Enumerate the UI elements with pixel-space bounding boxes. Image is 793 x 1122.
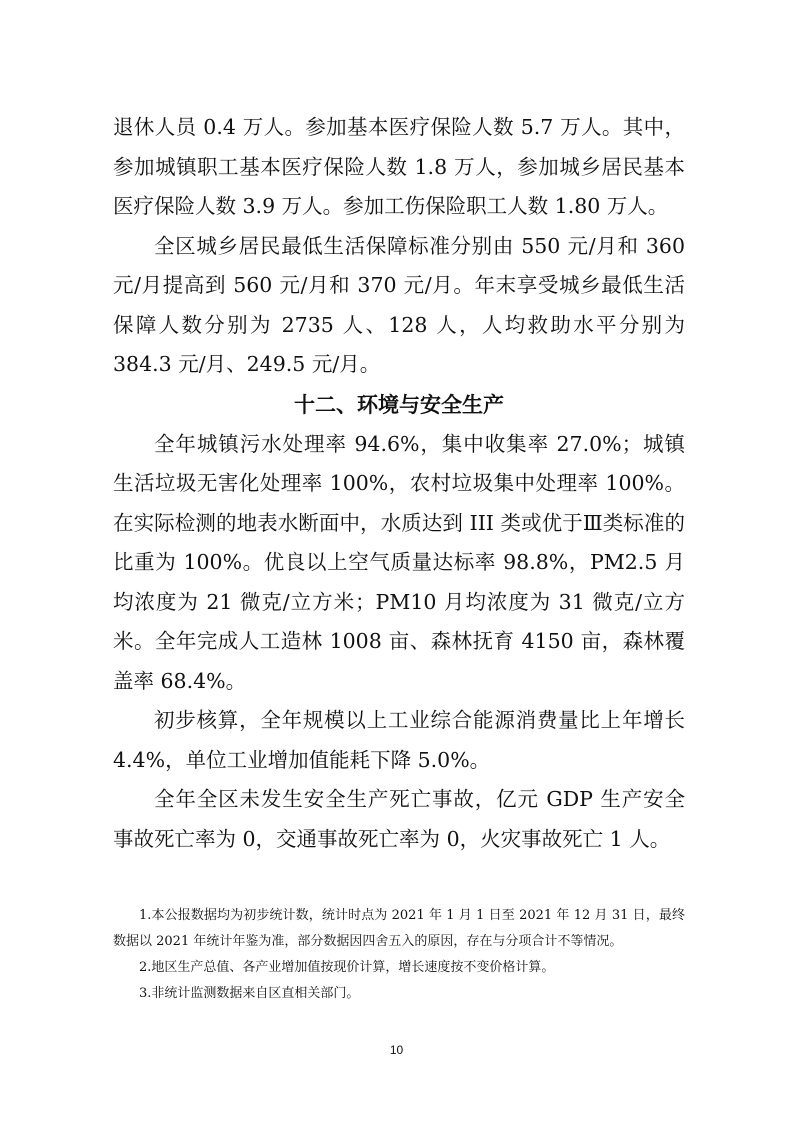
paragraph-insurance: 退休人员 0.4 万人。参加基本医疗保险人数 5.7 万人。其中，参加城镇职工基本医疗保险人数 1.8 万人，参加城乡居民基本医疗保险人数 3.9 万人。参加工伤保险职工人数 1.80 万人。 <box>113 115 685 218</box>
paragraph-min-living: 全区城乡居民最低生活保障标准分别由 550 元/月和 360 元/月提高到 560 元/月和 370 元/月。年末享受城乡最低生活保障人数分别为 2735 人、128 人，人均救助水平分别为 384.3 元/月、249.5 元/月。 <box>113 233 685 376</box>
document-body <box>113 108 685 859</box>
paragraph-energy: 初步核算，全年规模以上工业综合能源消费量比上年增长 4.4%，单位工业增加值能耗下降 5.0%。 <box>113 708 685 772</box>
footnote-3: 3.非统计监测数据来自区直相关部门。 <box>139 986 360 1001</box>
page-number: 10 <box>389 1043 404 1057</box>
footnote-2: 2.地区生产总值、各产业增加值按现价计算，增长速度按不变价格计算。 <box>139 960 555 975</box>
footnotes <box>113 903 685 1007</box>
paragraph-environment: 全年城镇污水处理率 94.6%，集中收集率 27.0%；城镇生活垃圾无害化处理率 100%，农村垃圾集中处理率 100%。在实际检测的地表水断面中，水质达到 III 类或优于Ⅲ类标准的比重为 100%。优良以上空气质量达标率 98.8%，PM2.5 月均浓度为 21 微克/立方米；PM10 月均浓度为 31 微克/立方米。全年完成人工造林 1008 亩、森林抚育 4150 亩，森林覆盖率 68.4%。 <box>113 431 685 693</box>
footnote-1: 1.本公报数据均为初步统计数，统计时点为 2021 年 1 月 1 日至 2021 年 12 月 31 日，最终数据以 2021 年统计年鉴为准，部分数据因四舍五入的原因，存在与分项合计不等情况。 <box>113 908 685 949</box>
section-heading: 十二、环境与安全生产 <box>294 392 504 417</box>
paragraph-safety: 全年全区未发生安全生产死亡事故，亿元 GDP 生产安全事故死亡率为 0，交通事故死亡率为 0，火灾事故死亡 1 人。 <box>113 787 685 851</box>
